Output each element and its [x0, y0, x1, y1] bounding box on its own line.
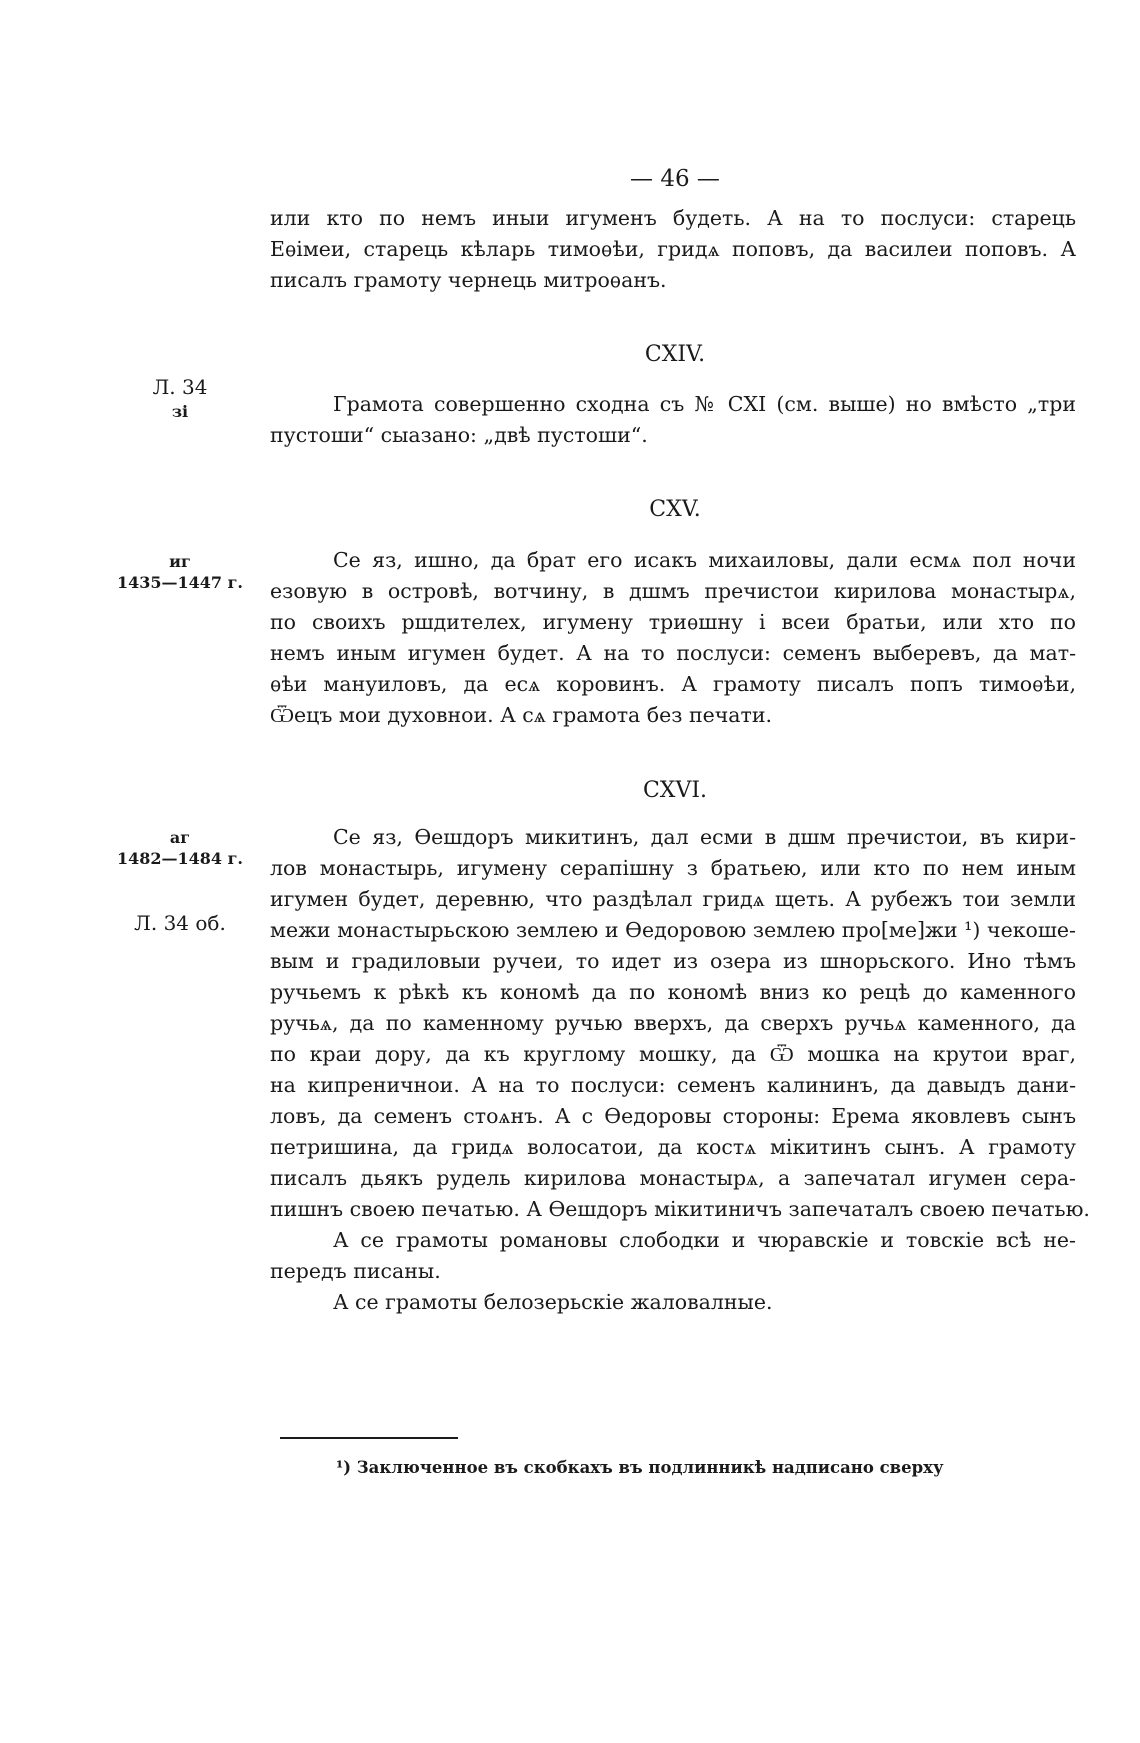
- section-heading-cxv: CXV.: [649, 497, 701, 522]
- text-line: вым и градиловыи ручеи, то идет из озера из шнорьского. Ино тѣмъ: [270, 949, 1076, 973]
- text-line: писалъ грамоту чернець митроѳанъ.: [270, 268, 667, 292]
- margin-ref-cxiv: [105, 372, 255, 422]
- text-line: Се яз, ишно, да брат его исакъ михаиловы, дали есмѧ пол ночи: [333, 548, 1076, 572]
- text-line: Грамота совершенно сходна съ № CXI (см. выше) но вмѣсто „три: [333, 392, 1076, 416]
- text-line: по краи дору, да къ круглому мошку, да Ѿ мошка на крутои враг,: [270, 1042, 1076, 1066]
- date-range: 1482—1484 г.: [116, 849, 243, 868]
- text-line: на кипреничнои. А на то послуси: семенъ калининъ, да давыдъ дани-: [270, 1073, 1076, 1097]
- folio-ref: Л. 34: [152, 375, 208, 399]
- section-body-cxvi: [270, 822, 1090, 1318]
- text-line: ручьѧ, да по каменному ручью вверхъ, да сверхъ ручьѧ каменного, да: [270, 1011, 1076, 1035]
- text-line: ѳѣи мануиловъ, да есѧ коровинъ. А грамоту писалъ попъ тимоѳѣи,: [270, 672, 1076, 696]
- text-line: Се яз, Ѳешдоръ микитинъ, дал есми в дшм пречистои, въ кири-: [333, 825, 1076, 849]
- section-heading-cxvi: CXVI.: [642, 778, 708, 803]
- text-line: или кто по немъ иныи игуменъ будеть. А на то послуси: старець: [270, 206, 1076, 230]
- section-heading-cxiv: CXIV.: [644, 342, 706, 367]
- folio-ref-cxvi: Л. 34 об.: [134, 911, 226, 935]
- text-line: пустоши“ сыазано: „двѣ пустоши“.: [270, 423, 648, 447]
- text-line: по своихъ ршдителех, игумену триѳшну і всеи братьи, или хто по: [270, 610, 1076, 634]
- margin-ref-cxv: [105, 552, 255, 594]
- page-number: — 46 —: [630, 166, 720, 192]
- text-line: писалъ дьякъ рудель кирилова монастырѧ, а запечатал игумен сера-: [270, 1166, 1076, 1190]
- date-range: 1435—1447 г.: [116, 573, 243, 592]
- text-line: ловъ, да семенъ стоѧнъ. А с Ѳедоровы стороны: Ерема яковлевъ сынъ: [270, 1104, 1076, 1128]
- text-line: ручьемъ к рѣкѣ къ кономѣ да по кономѣ вниз ко рецѣ до каменного: [270, 980, 1076, 1004]
- text-line: А се грамоты романовы слободки и чюравскіе и товскіе всѣ не-: [333, 1228, 1076, 1252]
- text-line: немъ иным игумен будет. А на то послуси: семенъ выберевъ, да мат-: [270, 641, 1076, 665]
- numeral-mark: аг: [169, 828, 191, 847]
- text-line: пишнъ своею печатью. А Ѳешдоръ мікитиничъ запечаталъ своею печатью.: [270, 1197, 1090, 1221]
- numeral-mark: зі: [171, 402, 189, 421]
- text-line: Ѿецъ мои духовнои. А сѧ грамота без печати.: [270, 703, 773, 727]
- text-line: лов монастырь, игумену серапішну з братьею, или кто по нем иным: [270, 856, 1076, 880]
- footnote: ¹) Заключенное въ скобкахъ въ подлинникѣ надписано сверху: [336, 1458, 944, 1477]
- intro-paragraph: [270, 203, 1076, 296]
- numeral-mark: иг: [169, 552, 191, 571]
- section-body-cxiv: [270, 389, 1076, 451]
- text-line: петришина, да гридѧ волосатои, да костѧ мікитинъ сынъ. А грамоту: [270, 1135, 1076, 1159]
- text-line: игумен будет, деревню, что раздѣлал гридѧ щеть. А рубежъ тои земли: [270, 887, 1076, 911]
- text-line: межи монастырьскою землею и Ѳедоровою землею про[ме]жи ¹) чекоше-: [270, 918, 1076, 942]
- text-line: передъ писаны.: [270, 1259, 441, 1283]
- text-line: А се грамоты белозерьскіе жаловалные.: [333, 1290, 773, 1314]
- text-line: езовую в островѣ, вотчину, в дшмъ пречистои кирилова монастырѧ,: [270, 579, 1076, 603]
- margin-ref-cxvi: [105, 828, 255, 870]
- footnote-divider: [280, 1437, 458, 1439]
- section-body-cxv: [270, 545, 1076, 731]
- text-line: Еѳімеи, старець кѣларь тимоѳѣи, гридѧ поповъ, да василеи поповъ. А: [270, 237, 1076, 261]
